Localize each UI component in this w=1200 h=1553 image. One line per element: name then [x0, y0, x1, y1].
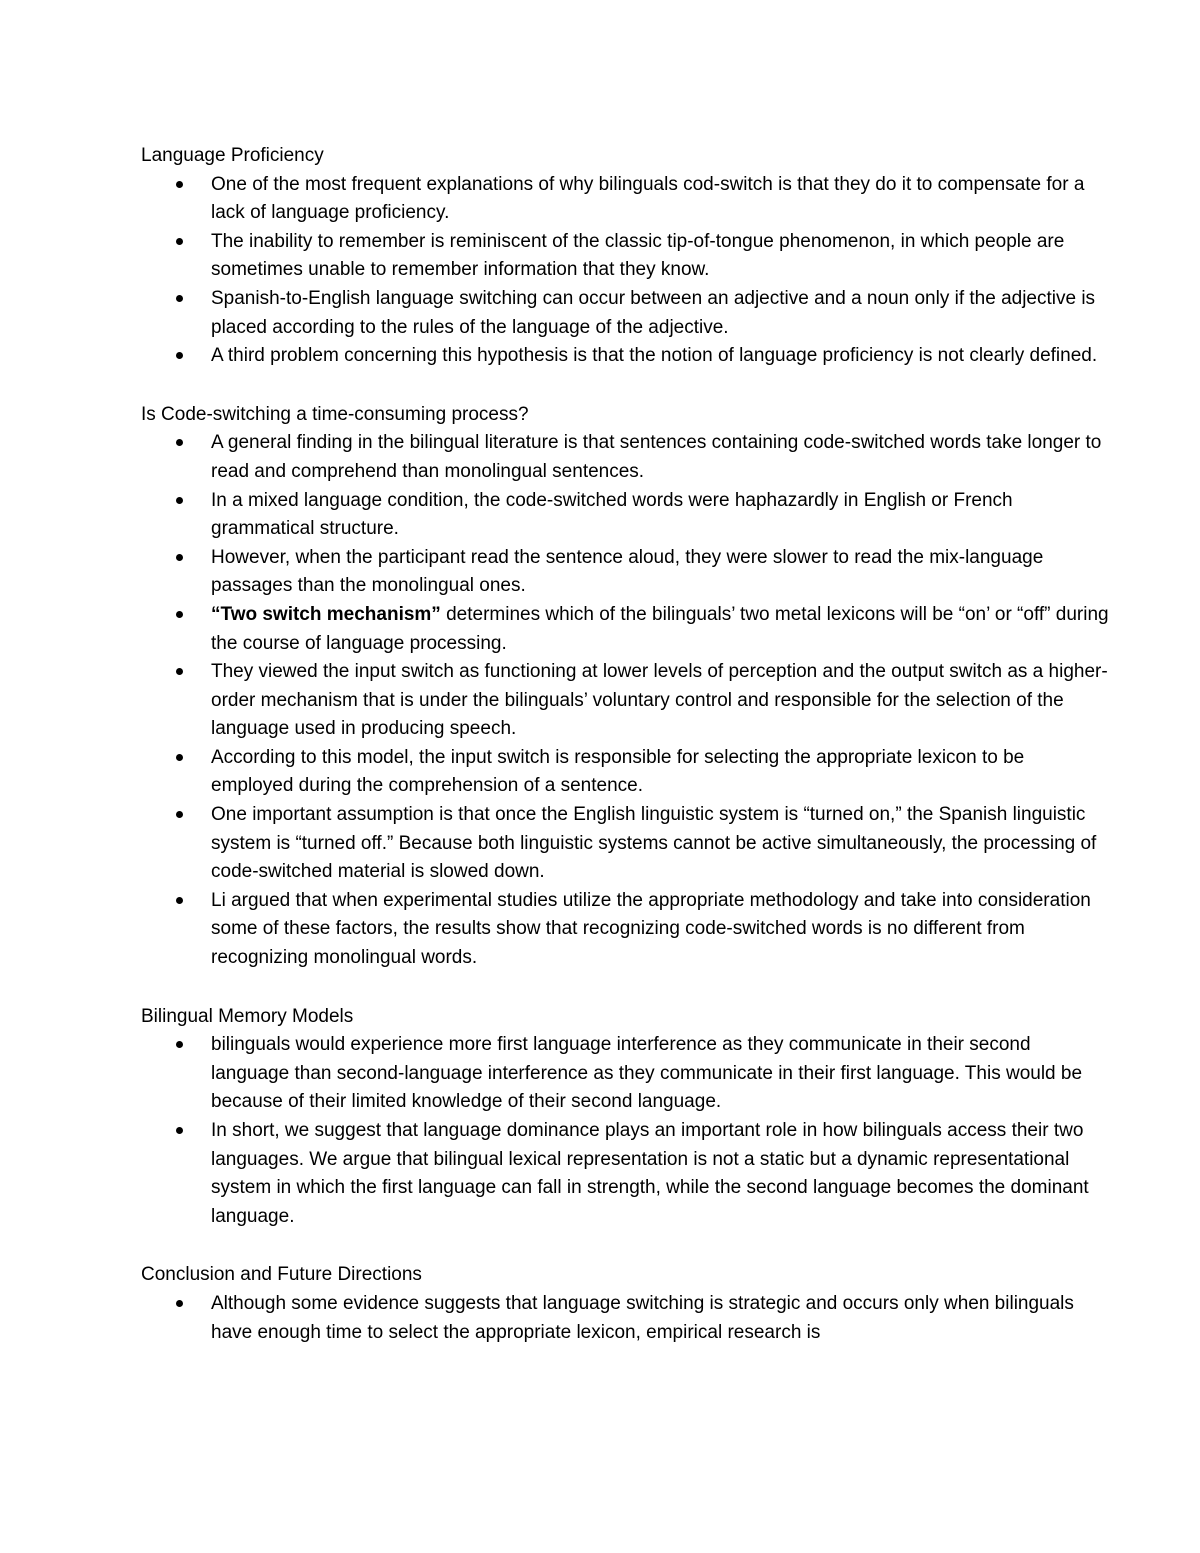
bullet-icon: [176, 1041, 183, 1048]
bullet-list: [141, 171, 1098, 371]
bullet-icon: [176, 439, 183, 446]
bullet-icon: [176, 295, 183, 302]
bullet-text: The inability to remember is reminiscent of the classic tip-of-tongue phenomenon, in which people are sometimes unable to remember information that they know.: [211, 230, 1065, 281]
list-item: [141, 171, 1111, 228]
list-item: [141, 228, 1111, 285]
bullet-list: [141, 429, 1109, 972]
list-item: [141, 601, 1111, 658]
bullet-text: One important assumption is that once the English linguistic system is “turned on,” the Spanish linguistic system is “turned off.” Because both linguistic systems cannot be active simultaneously, the processing of code-switched material is slowed down.: [211, 804, 1097, 883]
bullet-icon: [176, 1300, 183, 1307]
bullet-icon: [176, 1127, 183, 1134]
list-item: [141, 1031, 1111, 1117]
list-item: [141, 1117, 1111, 1231]
section-conclusion: [141, 1261, 1080, 1347]
bullet-text: Spanish-to-English language switching can occur between an adjective and a noun only if the adjective is placed according to the rules of the language of the adjective.: [211, 287, 1096, 338]
bullet-icon: [176, 238, 183, 245]
list-item: [141, 285, 1111, 342]
list-item: [141, 487, 1111, 544]
list-item: [141, 342, 1111, 371]
section-title: Conclusion and Future Directions: [141, 1264, 422, 1286]
bullet-text: Li argued that when experimental studies utilize the appropriate methodology and take into consideration some of these factors, the results show that recognizing code-switched words is no different from recognizing monolingual words.: [211, 889, 1091, 969]
bullet-bold-term: “Two switch mechanism”: [211, 603, 441, 625]
bullet-text: However, when the participant read the sentence aloud, they were slower to read the mix-language passages than the monolingual ones.: [211, 546, 1044, 597]
section-code-switching-time: [141, 401, 1109, 973]
bullet-icon: [176, 811, 183, 818]
list-item: [141, 801, 1111, 887]
bullet-text: Although some evidence suggests that language switching is strategic and occurs only when bilinguals have enough time to select the appropriate lexicon, empirical research is: [211, 1292, 1074, 1343]
bullet-icon: [176, 668, 183, 675]
bullet-icon: [176, 897, 183, 904]
bullet-icon: [176, 611, 183, 618]
section-language-proficiency: [141, 142, 1098, 371]
bullet-icon: [176, 497, 183, 504]
list-item: [141, 1290, 1111, 1347]
list-item: [141, 544, 1111, 601]
section-bilingual-memory-models: [141, 1003, 1089, 1232]
bullet-text: They viewed the input switch as functioning at lower levels of perception and the output switch as a higher-order mechanism that is under the bilinguals’ voluntary control and responsible for the selection of the language used in producing speech.: [211, 661, 1108, 740]
bullet-icon: [176, 181, 183, 188]
bullet-text: bilinguals would experience more first language interference as they communicate in their second language than second-language interference as they communicate in their first language. This would be because of their limited knowledge of their second language.: [211, 1034, 1083, 1113]
bullet-list: [141, 1290, 1080, 1347]
list-item: [141, 658, 1111, 744]
bullet-text: According to this model, the input switch is responsible for selecting the appropriate lexicon to be employed during the comprehension of a sentence.: [211, 746, 1025, 797]
bullet-text: determines which of the bilinguals’ two metal lexicons will be “on’ or “off” during the course of language processing.: [211, 603, 1109, 654]
bullet-icon: [176, 754, 183, 761]
section-title: Bilingual Memory Models: [141, 1005, 354, 1027]
section-title: Language Proficiency: [141, 145, 324, 166]
bullet-text: In a mixed language condition, the code-switched words were haphazardly in English or French grammatical structure.: [211, 489, 1013, 540]
bullet-icon: [176, 554, 183, 561]
bullet-list: [141, 1031, 1089, 1231]
bullet-icon: [176, 352, 183, 359]
section-title: Is Code-switching a time-consuming process?: [141, 403, 529, 425]
list-item: [141, 887, 1111, 973]
list-item: [141, 744, 1111, 801]
bullet-text: A general finding in the bilingual literature is that sentences containing code-switched words take longer to read and comprehend than monolingual sentences.: [211, 432, 1102, 482]
bullet-text: One of the most frequent explanations of why bilinguals cod-switch is that they do it to compensate for a lack of language proficiency.: [211, 173, 1085, 224]
list-item: [141, 429, 1111, 486]
bullet-text: In short, we suggest that language dominance plays an important role in how bilinguals access their two languages. We argue that bilingual lexical representation is not a static but a dynamic representational system in which the first language can fall in strength, while the second language becomes the dominant language.: [211, 1120, 1089, 1227]
bullet-text: A third problem concerning this hypothesis is that the notion of language proficiency is not clearly defined.: [211, 345, 1098, 367]
